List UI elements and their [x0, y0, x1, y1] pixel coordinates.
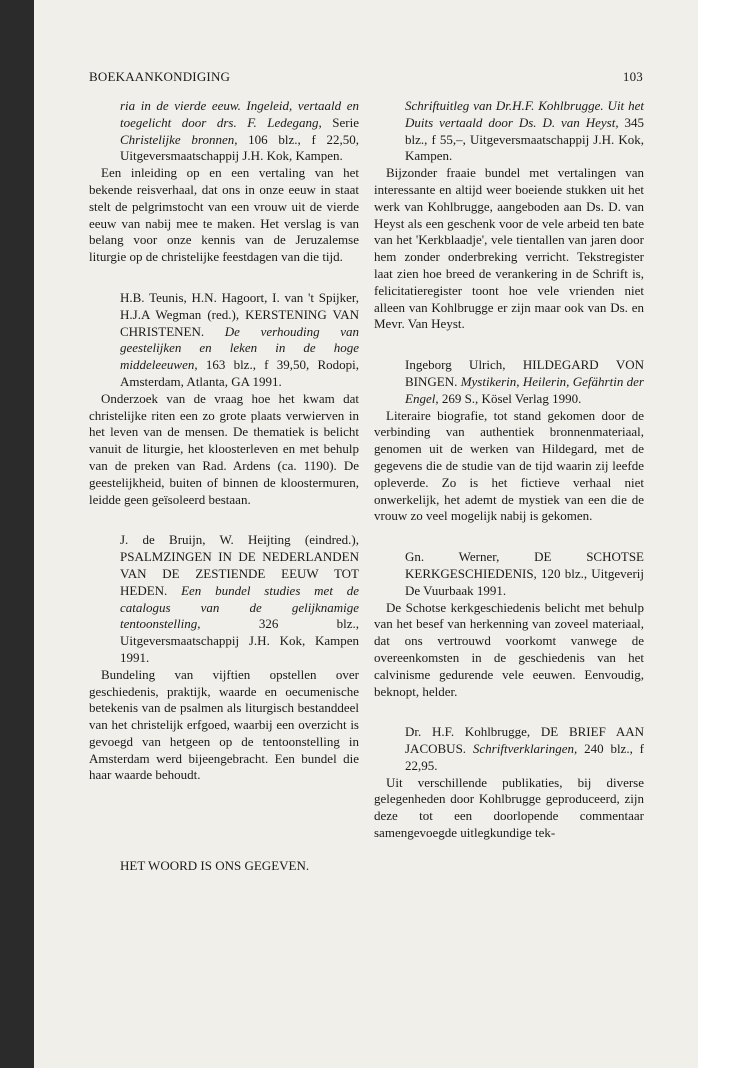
- book-entry: Gn. Werner, DE SCHOTSE KERKGESCHIEDENIS, 120 blz., Uitgeverij De Vuurbaak 1991.: [405, 549, 644, 598]
- left-column: [89, 98, 359, 875]
- book-entry-continued: Schriftuitleg van Dr.H.F. Kohlbrugge. Uit het Duits vertaald door Ds. D. van Heyst, 345 blz., f 55,–, Uitgeversmaatschappij J.H. Kok, Kampen.: [405, 98, 645, 164]
- book-page: [34, 0, 698, 1068]
- section-title: BOEKAANKONDIGING: [89, 69, 231, 84]
- book-entry: H.B. Teunis, H.N. Hagoort, I. van 't Spijker, H.J.A Wegman (red.), KERSTENING VAN CHRISTENEN. De verhouding van geestelijken en leken in de hoge middeleeuwen, 163 blz., f 39,50, Rodopi, Amsterdam, Atlanta, GA 1991.: [120, 289, 360, 389]
- book-entry: J. de Bruijn, W. Heijting (eindred.), PSALMZINGEN IN DE NEDERLANDEN VAN DE ZESTIENDE EEUW TOT HEDEN. Een bundel studies met de catalogus van de gelijknamige tentoonstelling, 326 blz., Uitgeversmaatschappij J.H. Kok, Kampen 1991.: [120, 532, 360, 665]
- review-text: Bundeling van vijftien opstellen over geschiedenis, praktijk, waarde en oecumenische betekenis van de psalmen als liturgisch bestanddeel van het christelijk erfgoed, waarbij een overzicht is gevoegd van hetgeen op de tentoonstelling in Amsterdam werd bijeengebracht. Een bundel die haar waarde behoudt.: [89, 666, 359, 783]
- book-entry-continued: ria in de vierde eeuw. Ingeleid, vertaald en toegelicht door drs. F. Ledegang, Serie Christelijke bronnen, 106 blz., f 22,50, Uitgeversmaatschappij J.H. Kok, Kampen.: [120, 98, 359, 164]
- review-text: Uit verschillende publikaties, bij diverse gelegenheden door Kohlbrugge geproduceerd, zijn deze tot een doorlopende commentaar samengevoegde uitlegkundige tek-: [374, 774, 644, 841]
- book-entry: Ingeborg Ulrich, HILDEGARD VON BINGEN. Mystikerin, Heilerin, Gefährtin der Engel, 269 S., Kösel Verlag 1990.: [405, 357, 644, 406]
- review-text: Literaire biografie, tot stand gekomen door de verbinding van authentiek bronnenmateriaal, genomen uit de werken van Hildegard, met de gegevens die de studie van de tijd waarin zij leefde opleverde. Zo is het fictieve verhaal niet onwerkelijk, het ademt de mystiek van een die de vrouw zo veel mogelijk nabij is gekomen.: [374, 407, 644, 524]
- review-text: De Schotse kerkgeschiedenis belicht met behulp van het besef van herkenning van zoveel materiaal, dat ons vertrouwd voorkomt vanwege de overeenkomsten in de geschiedenis van het calvinisme gedurende vele eeuwen. Eenvoudig, beknopt, helder.: [374, 599, 644, 699]
- right-column: [374, 98, 644, 842]
- page-number: 103: [622, 69, 643, 84]
- page-header: [89, 69, 643, 87]
- scan-edge: [0, 0, 34, 1068]
- book-entry-start: HET WOORD IS ONS GEGEVEN.: [120, 858, 310, 874]
- review-text: Bijzonder fraaie bundel met vertalingen van interessante en altijd weer boeiende stukken uit het werk van Kohlbrugge, aangeboden aan Ds. D. van Heyst als een geschenk voor de vele arbeid ten bate van het 'Kerkblaadje', vele tientallen van jaren door hem zonder onderbreking verricht. Tekstregister laat zien hoe breed de verankering in de Schrift is, felicitatieregister toont hoe vele vrienden niet alleen van Kohlbrugge er zijn maar ook van Ds. en Mevr. Van Heyst.: [374, 165, 644, 332]
- book-entry: Dr. H.F. Kohlbrugge, DE BRIEF AAN JACOBUS. Schriftverklaringen, 240 blz., f 22,95.: [405, 724, 645, 773]
- review-text: Onderzoek van de vraag hoe het kwam dat christelijke riten een zo grote plaats verwierven in het leven van de mensen. De thematiek is belicht vanuit de liturgie, het kloosterleven en met behulp van de preken van Rad. Ardens (ca. 1190). De geestelijkheid, buiten of binnen de kloostermuren, leidde geen geïsoleerd bestaan.: [89, 390, 359, 507]
- review-text: Een inleiding op en een vertaling van het bekende reisverhaal, dat ons in onze eeuw in staat stelt de pelgrimstocht van een vrouw uit de vierde eeuw van nabij mee te maken. Het verslag is van belang voor onze kennis van de Jeruzalemse liturgie op de christelijke feestdagen van die tijd.: [89, 165, 359, 265]
